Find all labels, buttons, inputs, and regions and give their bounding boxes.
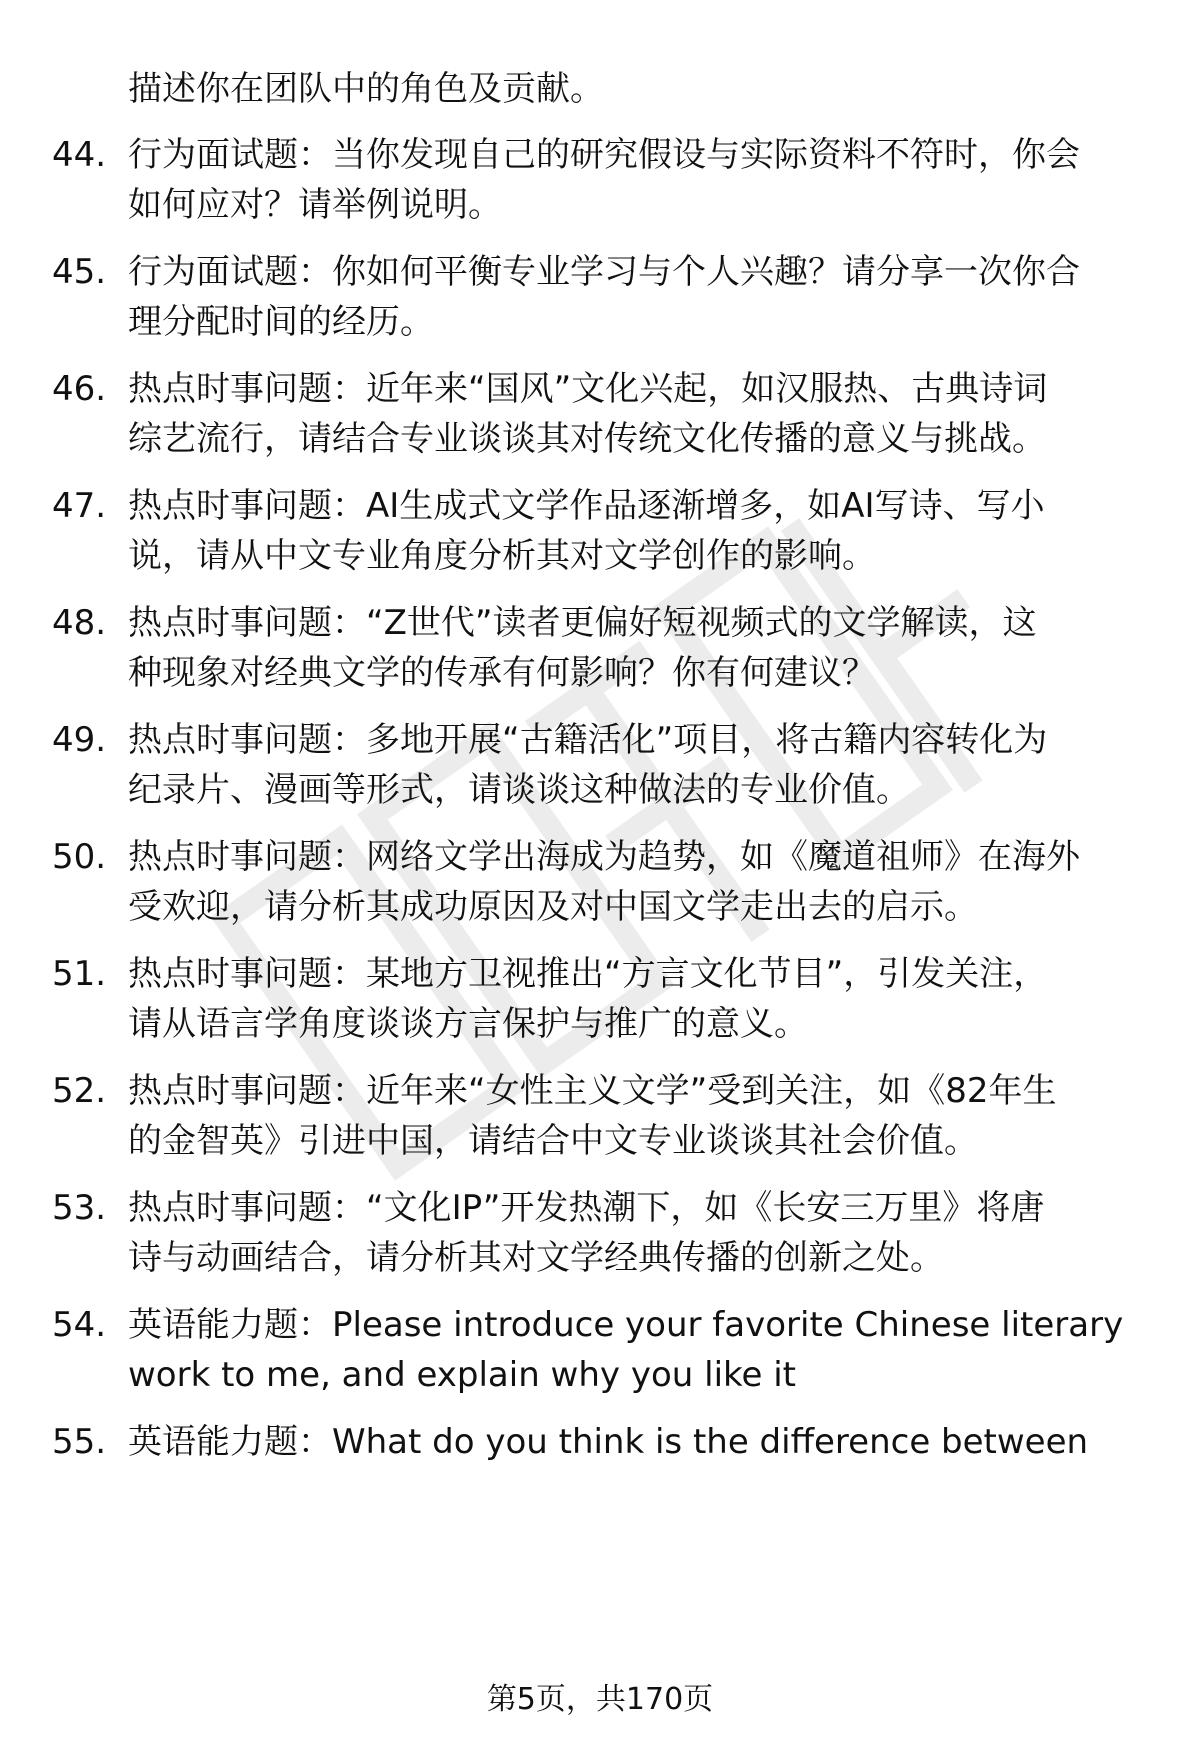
page-number-footer: 第5页，共170页 xyxy=(486,1682,714,1717)
list-item xyxy=(0,715,1200,819)
item-number: 48. xyxy=(52,603,107,643)
item-line: 热点时事问题：“Z世代”读者更偏好短视频式的文学解读，这 xyxy=(128,603,1037,643)
item-text xyxy=(128,1183,1148,1283)
list-item xyxy=(0,247,1200,351)
item-line: 行为面试题：当你发现自己的研究假设与实际资料不符时，你会 xyxy=(128,135,1080,175)
list-item xyxy=(0,949,1200,1053)
item-text xyxy=(128,949,1148,1049)
item-number: 50. xyxy=(52,837,107,877)
item-number: 49. xyxy=(52,720,107,760)
item-number: 51. xyxy=(52,954,107,994)
item-line: 热点时事问题：多地开展“古籍活化”项目，将古籍内容转化为 xyxy=(128,720,1048,760)
item-line: 热点时事问题：网络文学出海成为趋势，如《魔道祖师》在海外 xyxy=(128,837,1080,877)
item-number: 44. xyxy=(52,135,107,175)
item-text xyxy=(128,1300,1148,1400)
item-text xyxy=(128,598,1148,698)
item-text xyxy=(128,481,1148,581)
item-line: 行为面试题：你如何平衡专业学习与个人兴趣？请分享一次你合 xyxy=(128,252,1080,292)
item-line: 综艺流行，请结合专业谈谈其对传统文化传播的意义与挑战。 xyxy=(128,419,1046,459)
item-line: 请从语言学角度谈谈方言保护与推广的意义。 xyxy=(128,1004,808,1044)
item-line: 理分配时间的经历。 xyxy=(128,302,434,342)
list-item xyxy=(0,598,1200,702)
item-line: 英语能力题：Please introduce your favorite Chinese literary xyxy=(128,1305,1124,1345)
list-item xyxy=(0,1066,1200,1170)
item-line: work to me, and explain why you like it xyxy=(128,1355,796,1395)
item-line: 热点时事问题：近年来“国风”文化兴起，如汉服热、古典诗词 xyxy=(128,369,1048,409)
item-line: 种现象对经典文学的传承有何影响？你有何建议？ xyxy=(128,653,876,693)
item-line: 英语能力题：What do you think is the difference between xyxy=(128,1422,1089,1462)
item-line: 热点时事问题：近年来“女性主义文学”受到关注，如《82年生 xyxy=(128,1071,1057,1111)
item-number: 46. xyxy=(52,369,107,409)
item-number: 54. xyxy=(52,1305,107,1345)
list-item xyxy=(0,130,1200,234)
list-item xyxy=(0,832,1200,936)
item-text xyxy=(128,1066,1148,1166)
item-line: 的金智英》引进中国，请结合中文专业谈谈其社会价值。 xyxy=(128,1121,978,1161)
item-number: 55. xyxy=(52,1422,107,1462)
item-line xyxy=(128,1467,1148,1517)
item-line: 说，请从中文专业角度分析其对文学创作的影响。 xyxy=(128,536,876,576)
item-line: 热点时事问题：AI生成式文学作品逐渐增多，如AI写诗、写小 xyxy=(128,486,1045,526)
item-number: 45. xyxy=(52,252,107,292)
list-item xyxy=(0,364,1200,468)
item-line: 纪录片、漫画等形式，请谈谈这种做法的专业价值。 xyxy=(128,770,910,810)
item-number: 52. xyxy=(52,1071,107,1111)
item-line: 热点时事问题：某地方卫视推出“方言文化节目”，引发关注， xyxy=(128,954,1048,994)
item-text xyxy=(128,130,1148,230)
item-line: 如何应对？请举例说明。 xyxy=(128,185,502,225)
item-line: 受欢迎，请分析其成功原因及对中国文学走出去的启示。 xyxy=(128,887,978,927)
list-item xyxy=(0,1417,1200,1521)
list-item xyxy=(0,481,1200,585)
item-text xyxy=(128,247,1148,347)
list-item xyxy=(0,1300,1200,1404)
item-text xyxy=(128,1417,1148,1517)
item-line: 热点时事问题：“文化IP”开发热潮下，如《长安三万里》将唐 xyxy=(128,1188,1045,1228)
list-item xyxy=(0,1183,1200,1287)
item-number: 47. xyxy=(52,486,107,526)
item-number: 53. xyxy=(52,1188,107,1228)
item-text xyxy=(128,364,1148,464)
item-text xyxy=(128,715,1148,815)
item-text xyxy=(128,832,1148,932)
continued-text: 描述你在团队中的角色及贡献。 xyxy=(128,69,604,109)
item-line: 诗与动画结合，请分析其对文学经典传播的创新之处。 xyxy=(128,1238,944,1278)
